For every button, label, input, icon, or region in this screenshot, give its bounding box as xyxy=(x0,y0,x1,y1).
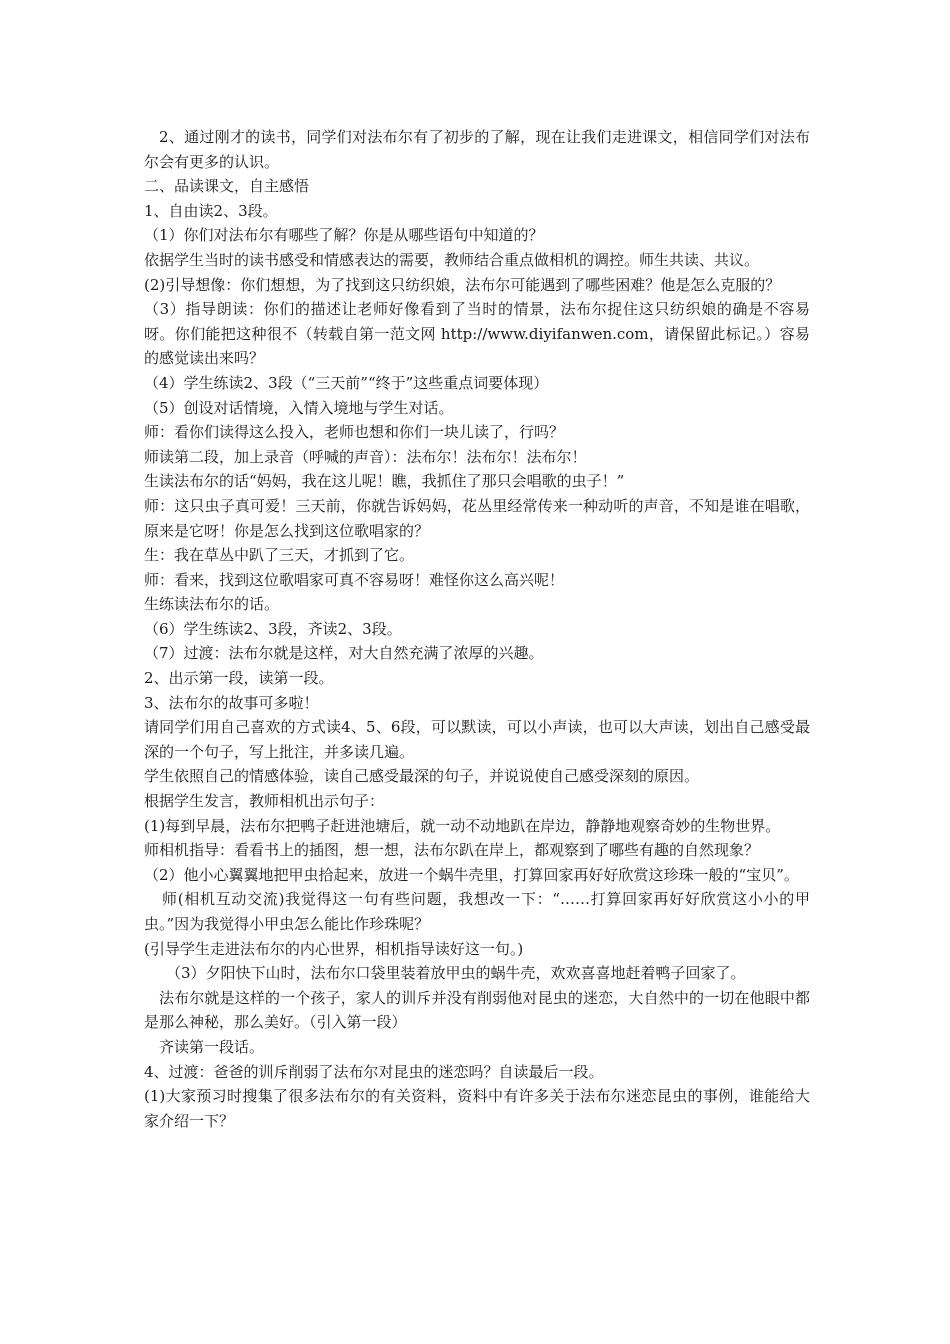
paragraph: 师：这只虫子真可爱！三天前，你就告诉妈妈，花丛里经常传来一种动听的声音，不知是谁在唱歌，原来是它呀！你是怎么找到这位歌唱家的？ xyxy=(144,496,810,540)
paragraph: 齐读第一段话。 xyxy=(159,1037,265,1056)
paragraph: （1）你们对法布尔有哪些了解？你是从哪些语句中知道的？ xyxy=(144,226,544,245)
paragraph: 法布尔就是这样的一个孩子，家人的训斥并没有削弱他对昆虫的迷恋，大自然中的一切在他眼中都是那么神秘，那么美好。（引入第一段） xyxy=(144,988,810,1032)
paragraph: 师相机指导：看看书上的插图，想一想，法布尔趴在岸上，都观察到了哪些有趣的自然现象？ xyxy=(144,841,760,860)
paragraph: （5）创设对话情境，入情入境地与学生对话。 xyxy=(144,398,454,417)
paragraph: (2)引导想像：你们想想，为了找到这只纺织娘，法布尔可能遇到了哪些困难？他是怎么克服的？ xyxy=(144,275,781,294)
paragraph: 3、法布尔的故事可多啦！ xyxy=(144,693,319,712)
paragraph: (1)每到早晨，法布尔把鸭子赶进池塘后，就一动不动地趴在岸边，静静地观察奇妙的生物世界。 xyxy=(144,816,781,835)
paragraph: (引导学生走进法布尔的内心世界，相机指导读好这一句。) xyxy=(144,939,524,958)
paragraph: 学生依照自己的情感体验，读自己感受最深的句子，并说说使自己感受深刻的原因。 xyxy=(144,767,700,786)
paragraph: 依据学生当时的读书感受和情感表达的需要，教师结合重点做相机的调控。师生共读、共议。 xyxy=(144,250,760,269)
paragraph: （4）学生练读2、3段（“三天前”“终于”这些重点词要体现） xyxy=(144,373,549,392)
paragraph: 4、过渡：爸爸的训斥削弱了法布尔对昆虫的迷恋吗？自读最后一段。 xyxy=(144,1062,604,1081)
paragraph: 生：我在草丛中趴了三天，才抓到了它。 xyxy=(144,546,415,565)
paragraph: 根据学生发言，教师相机出示句子： xyxy=(144,792,385,811)
document-page xyxy=(144,125,810,1133)
paragraph: 请同学们用自己喜欢的方式读4、5、6段，可以默读，可以小声读，也可以大声读，划出自己感受最深的一个句子，写上批注，并多读几遍。 xyxy=(144,718,810,761)
paragraph: 2、出示第一段，读第一段。 xyxy=(144,669,334,688)
paragraph: 师读第二段，加上录音（呼喊的声音）：法布尔！法布尔！法布尔！ xyxy=(144,447,587,466)
paragraph: 师：看你们读得这么投入，老师也想和你们一块儿读了，行吗？ xyxy=(144,423,565,442)
paragraph: （2）他小心翼翼地把甲虫拾起来，放进一个蜗牛壳里，打算回家再好好欣赏这珍珠一般的“宝贝”。 xyxy=(144,865,799,884)
paragraph: （3）夕阳快下山时，法布尔口袋里装着放甲虫的蜗牛壳，欢欢喜喜地赶着鸭子回家了。 xyxy=(166,964,746,983)
paragraph: 2、通过刚才的读书，同学们对法布尔有了初步的了解，现在让我们走进课文，相信同学们对法布尔会有更多的认识。 xyxy=(144,128,810,171)
paragraph: 师：看来，找到这位歌唱家可真不容易呀！难怪你这么高兴呢！ xyxy=(144,570,565,589)
paragraph: （6）学生练读2、3段，齐读2、3段。 xyxy=(144,619,402,638)
paragraph: 师(相机互动交流)我觉得这一句有些问题，我想改一下：“……打算回家再好好欣赏这小小的甲虫。”因为我觉得小甲虫怎么能比作珍珠呢？ xyxy=(144,890,810,933)
paragraph: 生练读法布尔的话。 xyxy=(144,595,280,614)
paragraph: （3）指导朗读：你们的描述让老师好像看到了当时的情景，法布尔捉住这只纺织娘的确是不容易呀。你们能把这种很不（转载自第一范文网 http://www.diyifanwen.com，请保留此标记。）容易的感觉读出来吗？ xyxy=(144,300,810,368)
section-heading: 二、品读课文，自主感悟 xyxy=(144,177,310,196)
paragraph: 1、自由读2、3段。 xyxy=(144,201,278,220)
paragraph: (1)大家预习时搜集了很多法布尔的有关资料，资料中有许多关于法布尔迷恋昆虫的事例，谁能给大家介绍一下？ xyxy=(144,1087,810,1130)
paragraph: 生读法布尔的话“妈妈，我在这儿呢！瞧，我抓住了那只会唱歌的虫子！” xyxy=(144,472,625,491)
paragraph: （7）过渡：法布尔就是这样，对大自然充满了浓厚的兴趣。 xyxy=(144,644,544,663)
